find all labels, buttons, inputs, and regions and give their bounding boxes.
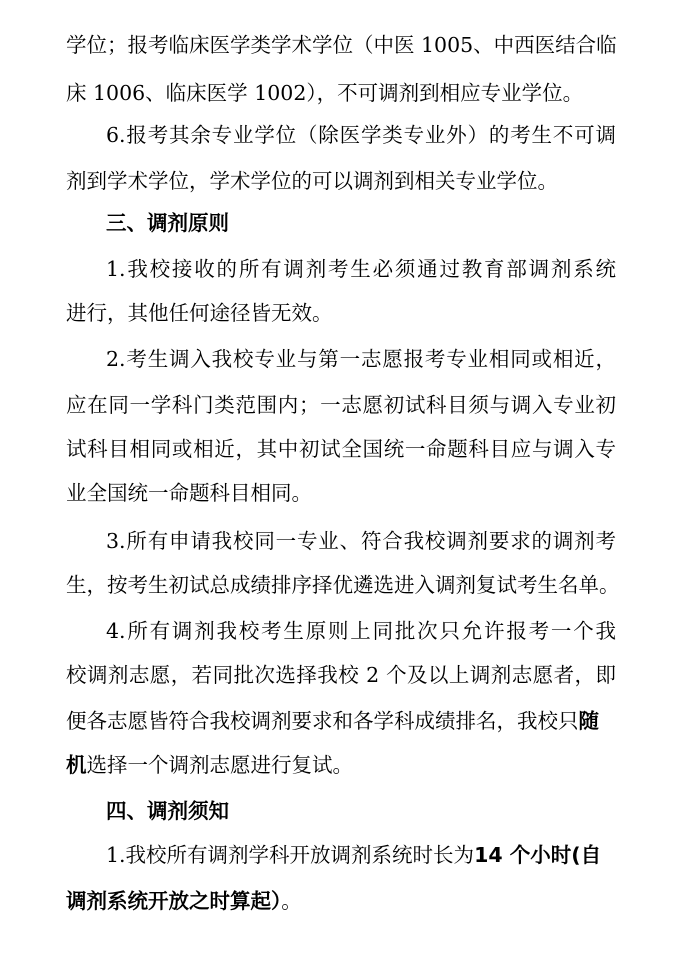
paragraph-text: 便各志愿皆符合我校调剂要求和各学科成绩排名，我校只	[66, 709, 579, 733]
paragraph-line: 试科目相同或相近，其中初试全国统一命题科目应与调入专	[66, 437, 616, 461]
bold-text: 调剂系统开放之时算起）	[66, 889, 282, 913]
paragraph-line	[66, 884, 616, 918]
paragraph-line: 业全国统一命题科目相同。	[66, 481, 312, 505]
paragraph-line	[66, 704, 626, 738]
paragraph-text: 选择一个调剂志愿进行复试。	[86, 753, 353, 777]
paragraph-line: 6.报考其余专业学位（除医学类专业外）的考生不可调	[106, 123, 616, 147]
section-heading-principles: 三、调剂原则	[106, 211, 229, 235]
paragraph-line: 生，按考生初试总成绩排序择优遴选进入调剂复试考生名单。	[66, 573, 620, 597]
paragraph-line: 进行，其他任何途径皆无效。	[66, 301, 333, 325]
paragraph-line: 3.所有申请我校同一专业、符合我校调剂要求的调剂考	[106, 529, 616, 553]
section-heading-notice: 四、调剂须知	[106, 799, 229, 823]
bold-text: 14 个小时(自	[474, 843, 602, 867]
paragraph-line: 2.考生调入我校专业与第一志愿报考专业相同或相近，	[106, 347, 616, 371]
paragraph-line: 床 1006、临床医学 1002），不可调剂到相应专业学位。	[66, 81, 584, 105]
paragraph-line: 校调剂志愿，若同批次选择我校 2 个及以上调剂志愿者，即	[66, 663, 616, 687]
paragraph-line: 4.所有调剂我校考生原则上同批次只允许报考一个我	[106, 619, 616, 643]
bold-text: 随	[578, 709, 599, 733]
paragraph-line	[106, 838, 626, 872]
paragraph-line: 1.我校接收的所有调剂考生必须通过教育部调剂系统	[106, 257, 616, 281]
paragraph-line: 剂到学术学位，学术学位的可以调剂到相关专业学位。	[66, 169, 558, 193]
paragraph-line: 学位；报考临床医学类学术学位（中医 1005、中西医结合临	[66, 33, 617, 57]
paragraph-text: 1.我校所有调剂学科开放调剂系统时长为	[106, 843, 475, 867]
bold-text: 机	[66, 753, 87, 777]
paragraph-text: 。	[281, 889, 302, 913]
paragraph-line	[66, 748, 616, 782]
paragraph-line: 应在同一学科门类范围内；一志愿初试科目须与调入专业初	[66, 393, 616, 417]
